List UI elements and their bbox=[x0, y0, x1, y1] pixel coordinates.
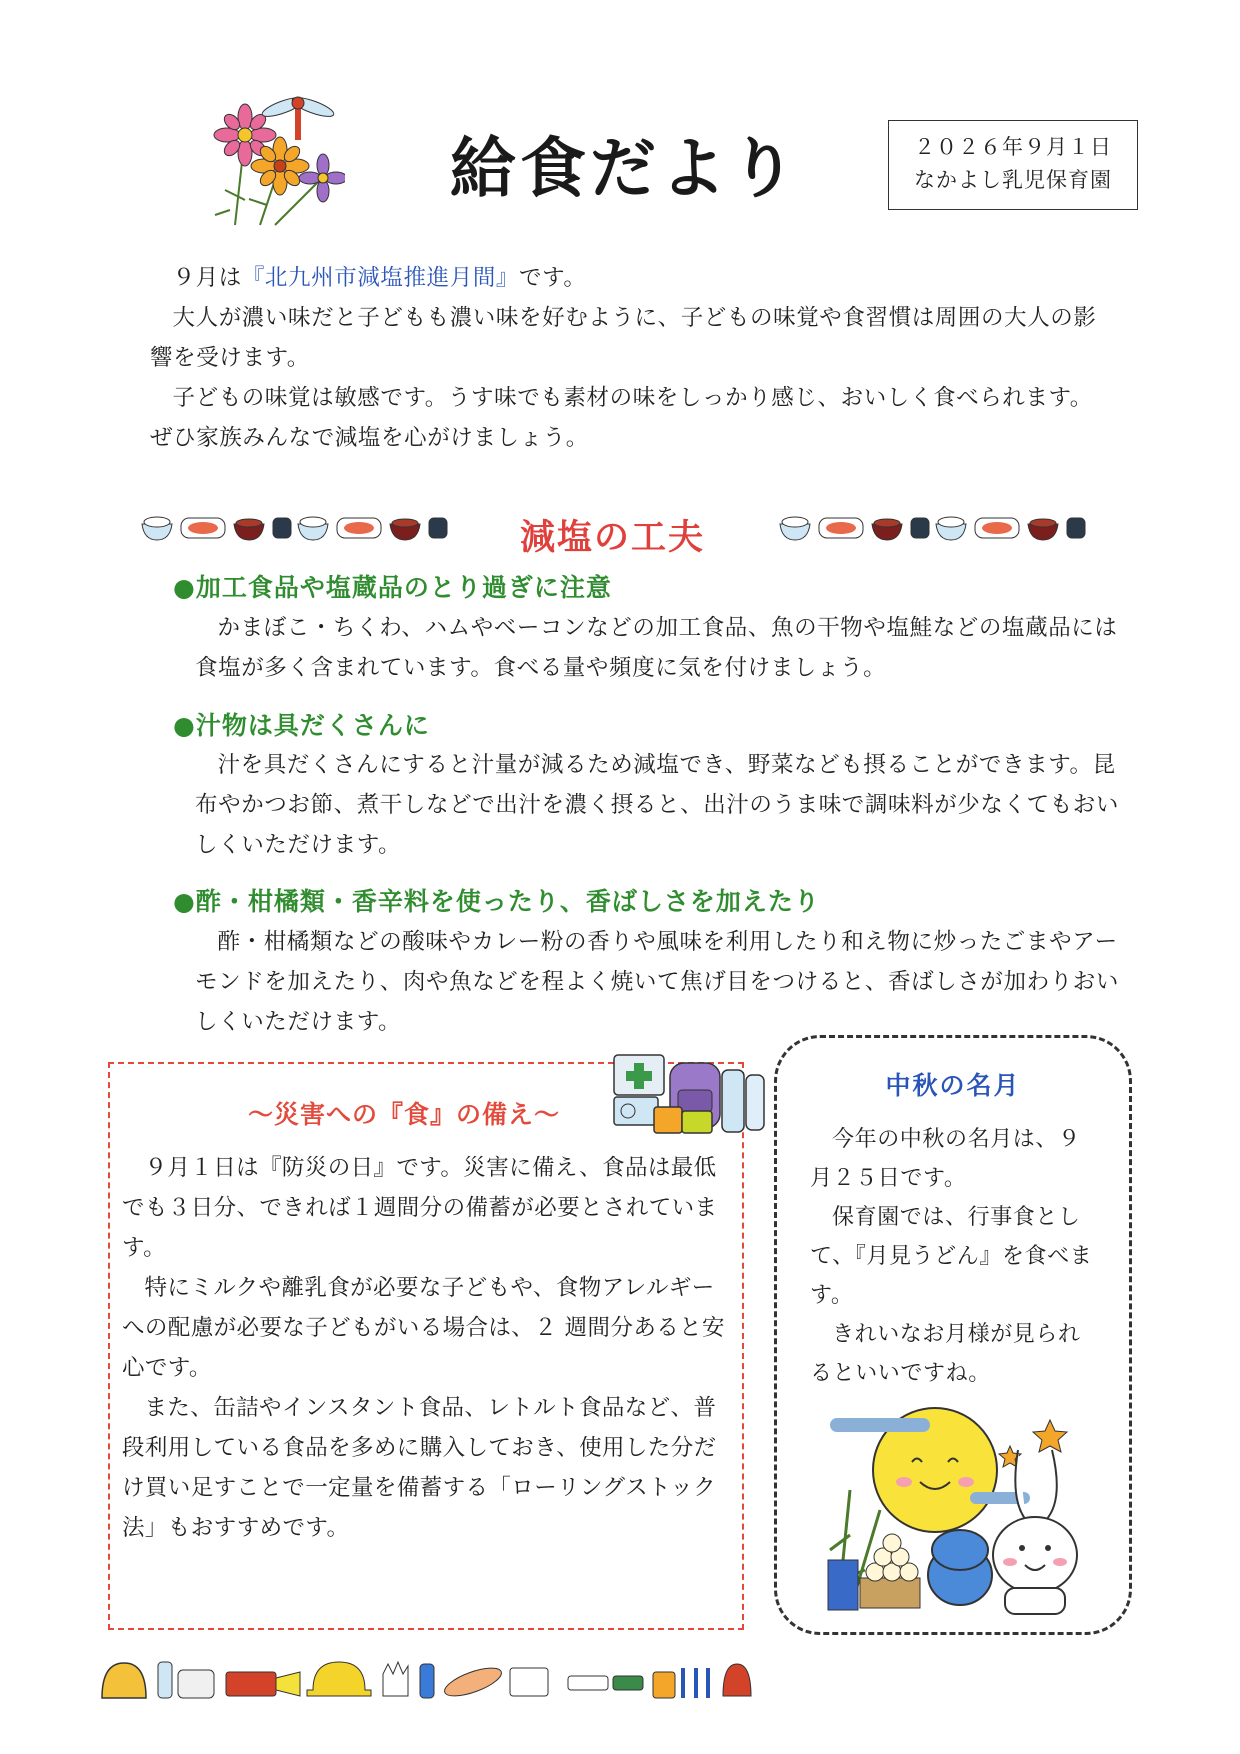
intro-paragraph-2: 大人が濃い味だと子どもも濃い味を好むように、子どもの味覚や食習慣は周囲の大人の影響を受けます。 bbox=[150, 305, 1097, 371]
intro-line1-pre: ９月は bbox=[172, 265, 242, 291]
tip-heading-1: ●加工食品や塩蔵品のとり過ぎに注意 bbox=[173, 573, 612, 602]
organization-name: なかよし乳児保育園 bbox=[914, 168, 1112, 192]
cosmos-dragonfly-illustration bbox=[205, 95, 345, 230]
moon-rabbit-illustration bbox=[820, 1400, 1100, 1615]
tip-body-2: 汁を具だくさんにすると汁量が減るため減塩でき、野菜なども摂ることができます。昆布やかつお節、煮干しなどで出汁を濃く摂ると、出汁のうま味で調味料が少なくてもおいしくいただけます。 bbox=[195, 752, 1120, 858]
disaster-paragraph-2: 特にミルクや離乳食が必要な子どもや、食物アレルギーへの配慮が必要な子どもがいる場合は、２ 週間分あると安心です。 bbox=[122, 1275, 725, 1381]
disaster-paragraph-1: ９月１日は『防災の日』です。災害に備え、食品は最低でも３日分、できれば１週間分の備蓄が必要とされています。 bbox=[122, 1155, 718, 1261]
intro-paragraph-3: 子どもの味覚は敏感です。うす味でも素材の味をしっかり感じ、おいしく食べられます。ぜひ家族みんなで減塩を心がけましょう。 bbox=[150, 385, 1093, 451]
supplies-row-decoration bbox=[98, 1650, 758, 1705]
intro-line1-post: です。 bbox=[519, 265, 587, 291]
moon-paragraph-1: 今年の中秋の名月は、９月２５日です。 bbox=[810, 1127, 1081, 1191]
intro-highlight: 『北九州市減塩推進月間』 bbox=[241, 265, 520, 291]
tip-heading-3: ●酢・柑橘類・香辛料を使ったり、香ばしさを加えたり bbox=[173, 887, 820, 916]
date-box bbox=[888, 120, 1138, 210]
page-title: 給食だより bbox=[450, 130, 800, 207]
issue-date: ２０２６年９月１日 bbox=[914, 135, 1112, 159]
disaster-title: ～災害への『食』の備え～ bbox=[248, 1100, 561, 1129]
tip-body-1: かまぼこ・ちくわ、ハムやベーコンなどの加工食品、魚の干物や塩鮭などの塩蔵品には食塩が多く含まれています。食べる量や頻度に気を付けましょう。 bbox=[195, 615, 1118, 681]
dishes-decoration-right bbox=[778, 510, 1108, 546]
moon-paragraph-3: きれいなお月様が見られるといいですね。 bbox=[810, 1322, 1081, 1386]
moon-paragraph-2: 保育園では、行事食として、『月見うどん』を食べます。 bbox=[810, 1205, 1093, 1308]
dishes-decoration-left bbox=[140, 510, 470, 546]
tip-body-3: 酢・柑橘類などの酸味やカレー粉の香りや風味を利用したり和え物に炒ったごまやアーモンドを加えたり、肉や魚などを程よく焼いて焦げ目をつけると、香ばしさが加わりおいしくいただけます。 bbox=[195, 929, 1120, 1035]
disaster-text bbox=[122, 1148, 730, 1548]
section-title: 減塩の工夫 bbox=[520, 518, 706, 558]
disaster-paragraph-3: また、缶詰やインスタント食品、レトルト食品など、普段利用している食品を多めに購入しておき、使用した分だけ買い足すことで一定量を備蓄する「ローリングストック法」もおすすめです。 bbox=[122, 1395, 717, 1541]
intro-text bbox=[150, 258, 1110, 458]
tip-heading-2: ●汁物は具だくさんに bbox=[173, 711, 430, 740]
moon-text bbox=[810, 1120, 1100, 1393]
moon-title: 中秋の名月 bbox=[885, 1071, 1021, 1100]
emergency-supplies-illustration bbox=[612, 1045, 767, 1140]
